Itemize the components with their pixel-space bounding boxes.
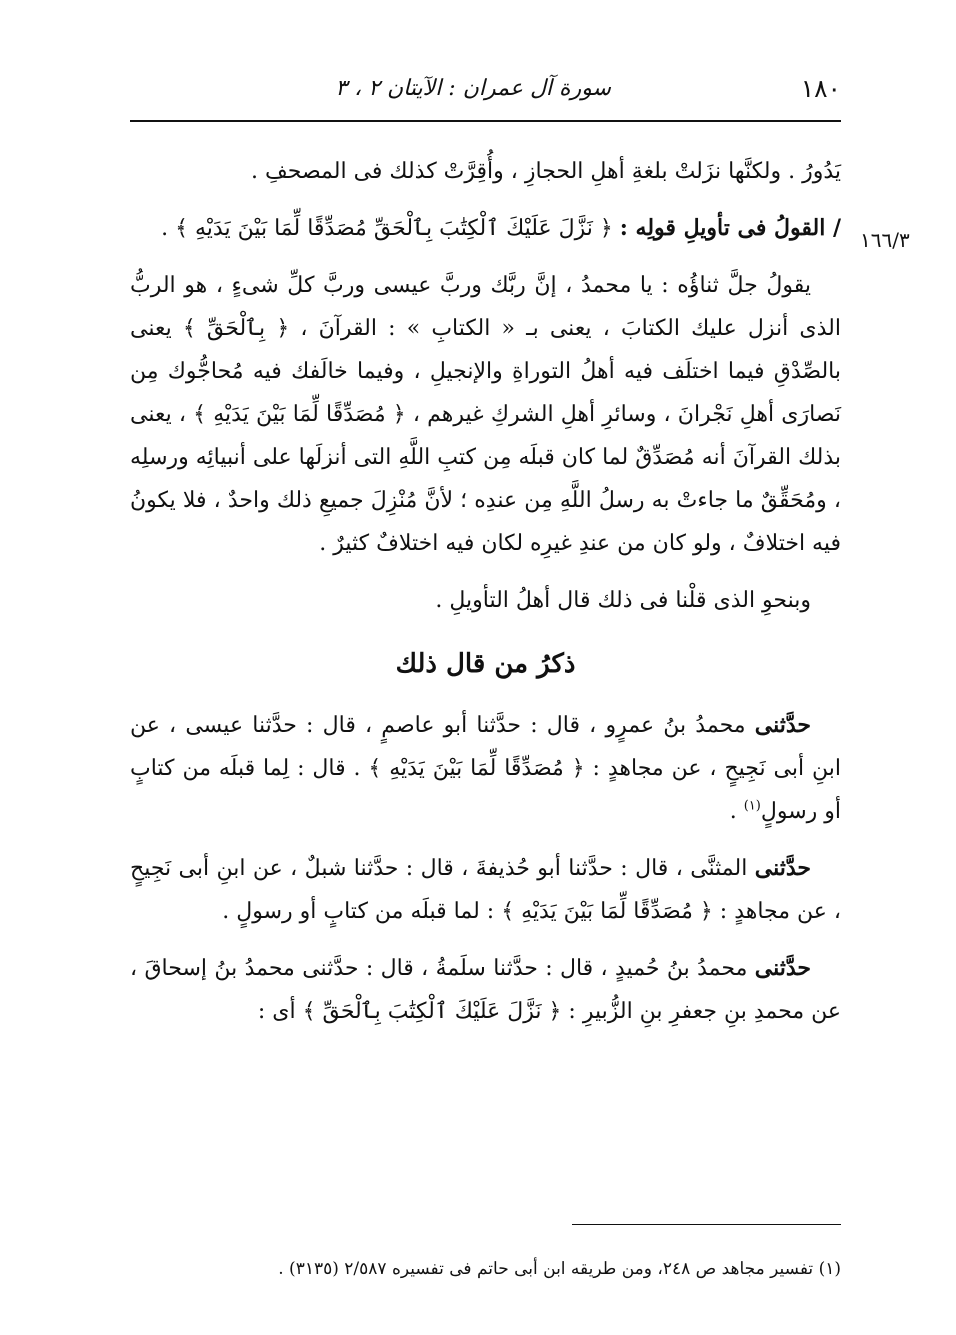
page-header bbox=[130, 72, 841, 112]
paragraph-text: يَدُورُ . ولكنَّها نزَلتْ بلغةِ أهلِ الحجازِ ، وأُقِرَّتْ كذلك فى المصحفِ . bbox=[251, 159, 841, 184]
narration-text: محمدُ بنُ حُميدٍ ، قال : حدَّثنا سلَمةُ ، قال : حدَّثنى محمدُ بنُ إسحاقَ ، عن محمدِ بنِ جعفرِ بنِ الزُّبيرِ : ﴿ نَزَّلَ عَلَيْكَ ٱلْكِتَٰبَ بِٱلْحَقِّ ﴾ أى : bbox=[130, 956, 841, 1024]
narration-lead: حدَّثنى bbox=[754, 955, 811, 981]
footnote-rule bbox=[572, 1224, 841, 1225]
paragraph-text: وبنحوِ الذى قلْنا فى ذلك قال أهلُ التأويلِ . bbox=[435, 588, 811, 613]
paragraph-transition bbox=[130, 579, 841, 622]
narration-text: محمدُ بنُ عمرٍو ، قال : حدَّثنا أبو عاصمٍ ، قال : حدَّثنا عيسى ، عن ابنِ أبى نَجِيحٍ ، عن مجاهدٍ : ﴿ مُصَدِّقًا لِّمَا بَيْنَ يَدَيْهِ ﴾ . قال : لِما قبلَه من كتابٍ أو رسولٍ bbox=[130, 713, 841, 824]
section-heading: ذكرُ من قال ذلك bbox=[395, 649, 576, 679]
paragraph-commentary bbox=[130, 264, 841, 565]
footnote: (١) تفسير مجاهد ص ٢٤٨، ومن طريقه ابن أبى حاتم فى تفسيره ٢/٥٨٧ (٣١٣٥) . bbox=[278, 1259, 841, 1279]
narration-2 bbox=[130, 847, 841, 933]
verse-heading-lead: / القولُ فى تأويلِ قولِه : bbox=[619, 215, 841, 241]
paragraph-continuation bbox=[130, 150, 841, 193]
narration-1 bbox=[130, 704, 841, 833]
footnote-reference: (١) bbox=[743, 798, 761, 814]
narration-3 bbox=[130, 947, 841, 1033]
running-title: سورة آل عمران : الآيتان ٢ ، ٣ bbox=[335, 76, 611, 101]
narration-tail: . bbox=[729, 799, 744, 824]
narration-lead: حدَّثنى bbox=[754, 855, 811, 881]
margin-page-reference: ١٦٦/٣ bbox=[860, 228, 910, 252]
paragraph-verse-heading bbox=[130, 207, 841, 250]
narration-text: المثنَّى ، قال : حدَّثنا أبو حُذيفةَ ، قال : حدَّثنا شبلٌ ، عن ابنِ أبى نَجِيحٍ ، عن مجاهدٍ : ﴿ مُصَدِّقًا لِّمَا بَيْنَ يَدَيْهِ ﴾ : لما قبلَه من كتابٍ أو رسولٍ . bbox=[130, 856, 841, 924]
narration-lead: حدَّثنى bbox=[754, 712, 811, 738]
header-rule bbox=[130, 120, 841, 122]
page-number: ١٨٠ bbox=[800, 74, 841, 103]
verse-quote: ﴿ نَزَّلَ عَلَيْكَ ٱلْكِتَٰبَ بِٱلْحَقِّ مُصَدِّقًا لِّمَا بَيْنَ يَدَيْهِ ﴾ . bbox=[161, 216, 620, 241]
main-text bbox=[130, 150, 841, 1033]
paragraph-text: يقولُ جلَّ ثناؤُه : يا محمدُ ، إنَّ ربَّك وربَّ عيسى وربَّ كلِّ شىءٍ ، هو الربُّ الذى أنزل عليك الكتابَ ، يعنى بـ « الكتابِ » : القرآنَ ، ﴿ بِٱلْحَقِّ ﴾ يعنى بالصِّدْقِ فيما اختلَف فيه أهلُ التوراةِ والإنجيلِ ، وفيما خالَفك فيه مُحاجُّوك مِن نَصارَى أهلِ نَجْرانَ ، وسائرِ أهلِ الشركِ غيرهم ، ﴿ مُصَدِّقًا لِّمَا بَيْنَ يَدَيْهِ ﴾ ، يعنى بذلك القرآنَ أنه مُصَدِّقٌ لما كان قبلَه مِن كتبِ اللَّهِ التى أنزلَها على أنبيائِه ورسلِه ، ومُحَقِّقٌ ما جاءتْ به رسلُ اللَّهِ مِن عندِه ؛ لأنَّ مُنْزِلَ جميعِ ذلك واحدٌ ، فلا يكونُ فيه اختلافٌ ، ولو كان من عندِ غيرِه لكان فيه اختلافٌ كثيرٌ . bbox=[130, 273, 841, 556]
